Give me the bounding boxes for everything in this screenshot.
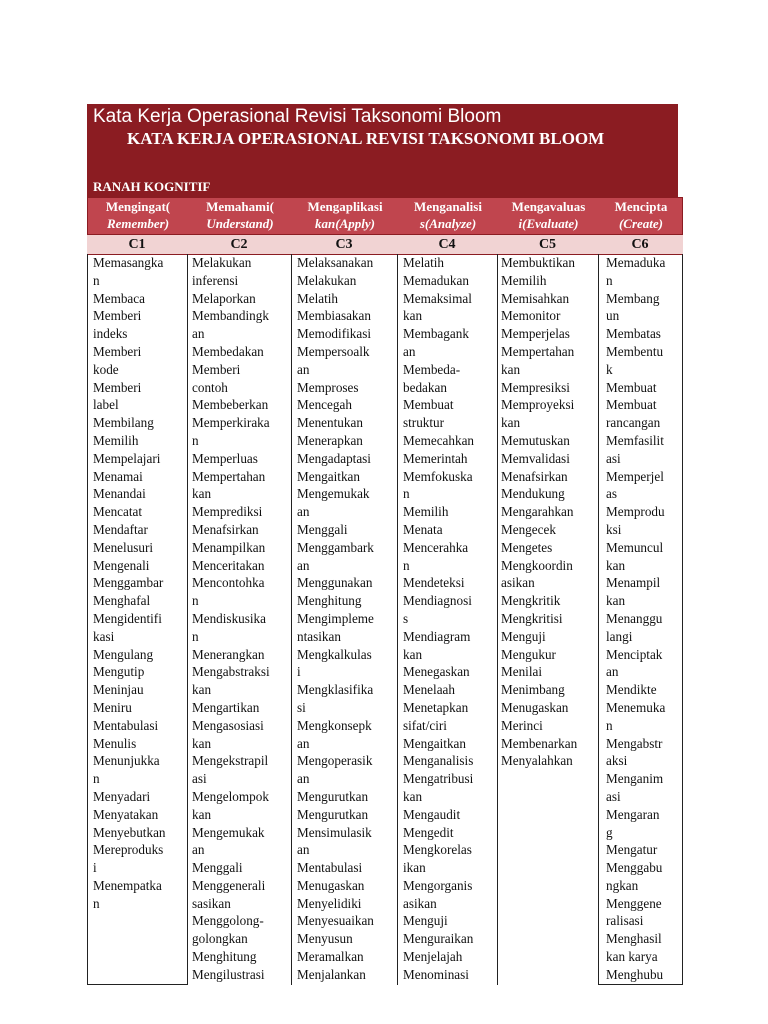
verb-item: Mengenali bbox=[93, 557, 150, 573]
verb-item: Memonitor bbox=[501, 308, 561, 324]
verb-item: Mentabulasi bbox=[93, 717, 159, 733]
verb-item: Memproyeksi kan bbox=[501, 397, 575, 431]
column-header-c1-line1: Mengingat( bbox=[105, 199, 171, 214]
verb-item: Mempersoalk an bbox=[297, 343, 370, 377]
verb-item: Memadukan bbox=[403, 272, 469, 288]
verb-item: Menggenerali sasikan bbox=[192, 877, 266, 911]
verb-item: Memproses bbox=[297, 379, 359, 395]
column-divider-4 bbox=[497, 254, 498, 985]
verb-item: Melatih bbox=[403, 255, 445, 270]
verb-item: Membiasakan bbox=[297, 308, 371, 324]
verb-item: Mendeteksi bbox=[403, 575, 465, 591]
verb-item: Mencatat bbox=[93, 504, 143, 520]
verb-item: Menjelajah bbox=[403, 949, 463, 965]
verb-item: Membedakan bbox=[192, 343, 264, 359]
column-header-c3 bbox=[292, 198, 398, 234]
domain-label: RANAH KOGNITIF bbox=[93, 179, 211, 194]
verb-item: Mendaftar bbox=[93, 521, 148, 537]
verb-item: Menguji bbox=[501, 628, 546, 644]
verb-item: Melaksanakan bbox=[297, 255, 374, 270]
verb-item: Menamai bbox=[93, 468, 143, 484]
table-border-right bbox=[682, 254, 683, 985]
verb-item: Membuktikan bbox=[501, 255, 575, 270]
verb-item: Menanggu langi bbox=[606, 610, 663, 644]
verb-item: Menunjukka n bbox=[93, 753, 160, 787]
verb-item: Menghitung bbox=[297, 593, 362, 609]
verb-item: Mempertahan kan bbox=[501, 343, 575, 377]
verb-item: Menguraikan bbox=[403, 931, 474, 947]
verb-item: Mengemukak an bbox=[297, 486, 370, 520]
verb-item: Mendukung bbox=[501, 486, 565, 502]
column-divider-1 bbox=[187, 254, 188, 985]
verb-item: Memberi indeks bbox=[93, 308, 142, 342]
verb-item: Mengatur bbox=[606, 842, 658, 858]
verb-item: Mempelajari bbox=[93, 450, 161, 466]
verb-item: Mengutip bbox=[93, 664, 145, 680]
verb-item: Memisahkan bbox=[501, 290, 570, 306]
level-code-c1: C1 bbox=[128, 237, 146, 252]
verb-item: Mengurutkan bbox=[297, 806, 369, 822]
column-header-c4-line1: Menganalisi bbox=[414, 199, 482, 214]
verb-item: Menyatakan bbox=[93, 806, 159, 822]
verb-item: Menempatka n bbox=[93, 877, 162, 911]
verb-item: Mengekstrapil asi bbox=[192, 753, 269, 787]
verb-item: Mendikte bbox=[606, 682, 657, 698]
verb-item: Membilang bbox=[93, 415, 154, 431]
column-header-c6-line1: Mencipta bbox=[614, 199, 668, 214]
verb-item: Menggene ralisasi bbox=[606, 895, 662, 929]
verb-item: Memvalidasi bbox=[501, 450, 570, 466]
verb-item: Menyebutkan bbox=[93, 824, 166, 840]
verb-item: Membuat rancangan bbox=[606, 397, 661, 431]
verb-item: Memprediksi bbox=[192, 504, 263, 520]
verb-item: Menggunakan bbox=[297, 575, 373, 591]
verb-item: Mencegah bbox=[297, 397, 352, 413]
verb-item: Menugaskan bbox=[501, 699, 569, 715]
verb-item: Mengedit bbox=[403, 824, 454, 840]
verb-item: Menyesuaikan bbox=[297, 913, 374, 929]
verb-item: Memperkiraka n bbox=[192, 415, 270, 448]
verb-item: Menggolong- golongkan bbox=[192, 913, 264, 947]
verb-item: Melatih bbox=[297, 290, 339, 306]
verb-item: Mendiskusika n bbox=[192, 610, 266, 644]
verb-item: Menampilkan bbox=[192, 539, 266, 555]
verb-item: Mengarahkan bbox=[501, 504, 574, 520]
verb-item: Mengatribusi kan bbox=[403, 771, 474, 804]
verb-item: Mengorganis asikan bbox=[403, 877, 473, 911]
column-header-c2-line2: Understand) bbox=[206, 216, 274, 231]
verb-item: Mencontohka n bbox=[192, 575, 265, 609]
verb-item: Mengkritisi bbox=[501, 610, 563, 626]
verb-item: Menilai bbox=[501, 664, 543, 680]
verb-item: Mengkritik bbox=[501, 593, 561, 609]
verb-item: Menata bbox=[403, 521, 443, 537]
verb-item: Menciptak an bbox=[606, 646, 663, 680]
verb-item: Melakukan inferensi bbox=[192, 255, 252, 288]
verb-item: Membatas bbox=[606, 326, 661, 342]
verb-item: Memasangka n bbox=[93, 255, 164, 288]
column-header-c6-line2: (Create) bbox=[618, 216, 664, 231]
verb-item: Memperjel as bbox=[606, 468, 664, 502]
verb-item: Menafsirkan bbox=[192, 521, 259, 537]
column-divider-3 bbox=[397, 254, 398, 985]
verb-item: Menafsirkan bbox=[501, 468, 568, 484]
column-header-c2 bbox=[188, 198, 292, 234]
verb-item: Menimbang bbox=[501, 682, 565, 698]
verb-item: Membandingk an bbox=[192, 308, 269, 342]
verb-item: Menegaskan bbox=[403, 664, 470, 680]
verb-item: Mempresiksi bbox=[501, 379, 570, 395]
column-header-c6 bbox=[599, 198, 683, 234]
verb-item: Menelusuri bbox=[93, 539, 154, 555]
verb-item: Menceritakan bbox=[192, 557, 265, 573]
column-divider-5 bbox=[598, 254, 599, 985]
level-code-c2: C2 bbox=[230, 237, 248, 252]
column-header-c3-line2: kan(Apply) bbox=[315, 216, 375, 231]
document-heading: KATA KERJA OPERASIONAL REVISI TAKSONOMI BLOOM bbox=[127, 129, 605, 148]
verb-item: Merinci bbox=[501, 717, 543, 733]
verb-item: Memberi kode bbox=[93, 343, 142, 377]
verb-item: Menominasi bbox=[403, 966, 469, 982]
verb-item: Mengemukak an bbox=[192, 824, 265, 858]
column-header-c1 bbox=[88, 198, 188, 234]
verb-item: Menghitung bbox=[192, 949, 257, 965]
verb-item: Menyelidiki bbox=[297, 895, 362, 911]
verb-item: Menguji bbox=[403, 913, 448, 929]
verb-item: Mencerahka n bbox=[403, 539, 469, 573]
page-title: Kata Kerja Operasional Revisi Taksonomi Bloom bbox=[93, 106, 502, 127]
column-header-c1-line2: Remember) bbox=[106, 216, 170, 231]
verb-item: Menugaskan bbox=[297, 877, 365, 893]
verb-item: Memuncul kan bbox=[606, 539, 664, 573]
verb-item: Mengoperasik an bbox=[297, 753, 373, 787]
verb-item: Memperjelas bbox=[501, 326, 570, 342]
verb-item: Memprodu ksi bbox=[606, 504, 665, 537]
verb-item: Memberi label bbox=[93, 379, 142, 413]
level-code-row bbox=[87, 235, 683, 255]
verb-item: Menyadari bbox=[93, 788, 151, 804]
title-banner bbox=[87, 104, 678, 200]
table-border-left bbox=[87, 254, 88, 985]
verb-item: Mengaitkan bbox=[297, 468, 360, 484]
verb-item: Menganim asi bbox=[606, 771, 664, 804]
verb-item: Menggali bbox=[297, 521, 348, 537]
verb-item: Membagank an bbox=[403, 326, 469, 359]
verb-list-c3 bbox=[297, 254, 395, 984]
column-header-c5-line1: Mengavaluas bbox=[511, 199, 586, 214]
verb-item: Mengkonsepk an bbox=[297, 717, 372, 751]
level-code-c6: C6 bbox=[631, 237, 649, 252]
verb-item: Membuat bbox=[606, 379, 657, 395]
verb-item: Menggali bbox=[192, 860, 243, 876]
verb-item: Menerapkan bbox=[297, 432, 363, 448]
verb-item: Mengadaptasi bbox=[297, 450, 371, 466]
verb-item: Mengkalkulas i bbox=[297, 646, 372, 680]
verb-item: Membeda- bedakan bbox=[403, 361, 461, 395]
verb-item: Menyusun bbox=[297, 931, 353, 947]
column-header-c5-line2: i(Evaluate) bbox=[518, 216, 579, 231]
verb-item: Mengasosiasi kan bbox=[192, 717, 264, 751]
verb-item: Memfokuska n bbox=[403, 468, 473, 502]
verb-list-c4 bbox=[403, 254, 495, 984]
verb-item: Memaksimal kan bbox=[403, 290, 472, 324]
verb-item: Menentukan bbox=[297, 415, 363, 431]
column-divider-2 bbox=[291, 254, 292, 985]
verb-item: Melaporkan bbox=[192, 290, 256, 306]
verb-item: Menelaah bbox=[403, 682, 455, 698]
verb-list-c2 bbox=[192, 254, 288, 984]
verb-item: Menjalankan bbox=[297, 966, 366, 982]
verb-item: Mengulang bbox=[93, 646, 154, 662]
verb-item: Mengukur bbox=[501, 646, 556, 662]
verb-item: Membaca bbox=[93, 290, 145, 306]
verb-item: Meramalkan bbox=[297, 949, 364, 965]
verb-item: Menandai bbox=[93, 486, 146, 502]
column-header-c5 bbox=[498, 198, 599, 234]
verb-item: Meninjau bbox=[93, 682, 144, 698]
verb-item: Mengabstr aksi bbox=[606, 735, 663, 769]
verb-item: Memfasilit asi bbox=[606, 432, 664, 466]
table-bottom-c6 bbox=[598, 984, 683, 985]
verb-item: Mengimpleme ntasikan bbox=[297, 610, 374, 644]
verb-item: Menetapkan sifat/ciri bbox=[403, 699, 469, 733]
verb-item: Mengkorelas ikan bbox=[403, 842, 472, 876]
column-header-c4-line2: s(Analyze) bbox=[419, 216, 477, 231]
column-header-c3-line1: Mengaplikasi bbox=[307, 199, 383, 214]
verb-item: Mengklasifika si bbox=[297, 682, 374, 715]
verb-item: Mengaran g bbox=[606, 806, 660, 840]
level-code-c4: C4 bbox=[438, 237, 456, 252]
table-bottom-c1 bbox=[87, 984, 187, 985]
verb-item: Menggabu ngkan bbox=[606, 860, 663, 893]
verb-item: Menganalisis bbox=[403, 753, 474, 769]
verb-item: Melakukan bbox=[297, 272, 357, 288]
verb-item: Mensimulasik an bbox=[297, 824, 372, 858]
verb-item: Mendiagnosi s bbox=[403, 593, 472, 626]
verb-item: Mengurutkan bbox=[297, 788, 369, 804]
verb-item: Memerintah bbox=[403, 450, 468, 466]
verb-item: Memecahkan bbox=[403, 432, 475, 448]
column-header-c2-line1: Memahami( bbox=[206, 199, 274, 214]
verb-item: Memilih bbox=[93, 432, 139, 448]
verb-item: Menghasil kan karya bbox=[606, 931, 662, 965]
verb-item: Mengabstraksi kan bbox=[192, 664, 270, 698]
verb-item: Mengetes bbox=[501, 539, 553, 555]
verb-item: Membenarkan bbox=[501, 735, 578, 751]
verb-item: Menampil kan bbox=[606, 575, 661, 609]
verb-list-c6 bbox=[606, 254, 682, 984]
verb-item: Membang un bbox=[606, 290, 660, 324]
verb-item: Mendiagram kan bbox=[403, 628, 471, 662]
verb-item: Mengaudit bbox=[403, 806, 461, 822]
verb-item: Meniru bbox=[93, 699, 132, 715]
column-header-row bbox=[87, 197, 683, 235]
verb-item: Menghubu bbox=[606, 966, 664, 982]
verb-item: Menulis bbox=[93, 735, 137, 751]
verb-item: Mengilustrasi bbox=[192, 966, 265, 982]
verb-item: Memutuskan bbox=[501, 432, 570, 448]
verb-item: Membeberkan bbox=[192, 397, 269, 413]
verb-item: Memodifikasi bbox=[297, 326, 371, 342]
verb-item: Menghafal bbox=[93, 593, 151, 609]
verb-item: Menerangkan bbox=[192, 646, 265, 662]
verb-item: Mengartikan bbox=[192, 699, 260, 715]
verb-list-c1 bbox=[93, 254, 185, 912]
verb-list-c5 bbox=[501, 254, 593, 770]
verb-item: Memilih bbox=[403, 504, 449, 520]
verb-item: Memilih bbox=[501, 272, 547, 288]
column-header-c4 bbox=[398, 198, 498, 234]
verb-item: Mengkoordin asikan bbox=[501, 557, 573, 591]
verb-item: Membuat struktur bbox=[403, 397, 454, 431]
level-code-c3: C3 bbox=[335, 237, 353, 252]
verb-item: Mengaitkan bbox=[403, 735, 466, 751]
verb-item: Menemuka n bbox=[606, 699, 666, 733]
verb-item: Memperluas bbox=[192, 450, 258, 466]
verb-item: Mentabulasi bbox=[297, 860, 363, 876]
verb-item: Mereproduks i bbox=[93, 842, 164, 876]
verb-item: Mengelompok kan bbox=[192, 788, 269, 822]
verb-item: Menggambark an bbox=[297, 539, 374, 573]
verb-item: Menggambar bbox=[93, 575, 164, 591]
verb-item: Memaduka n bbox=[606, 255, 666, 288]
level-code-c5: C5 bbox=[538, 237, 557, 252]
verb-item: Mengecek bbox=[501, 521, 556, 537]
verb-item: Mengidentifi kasi bbox=[93, 610, 162, 644]
verb-item: Mempertahan kan bbox=[192, 468, 266, 502]
verb-item: Menyalahkan bbox=[501, 753, 573, 769]
verb-item: Membentu k bbox=[606, 343, 664, 377]
verb-item: Memberi contoh bbox=[192, 361, 241, 395]
